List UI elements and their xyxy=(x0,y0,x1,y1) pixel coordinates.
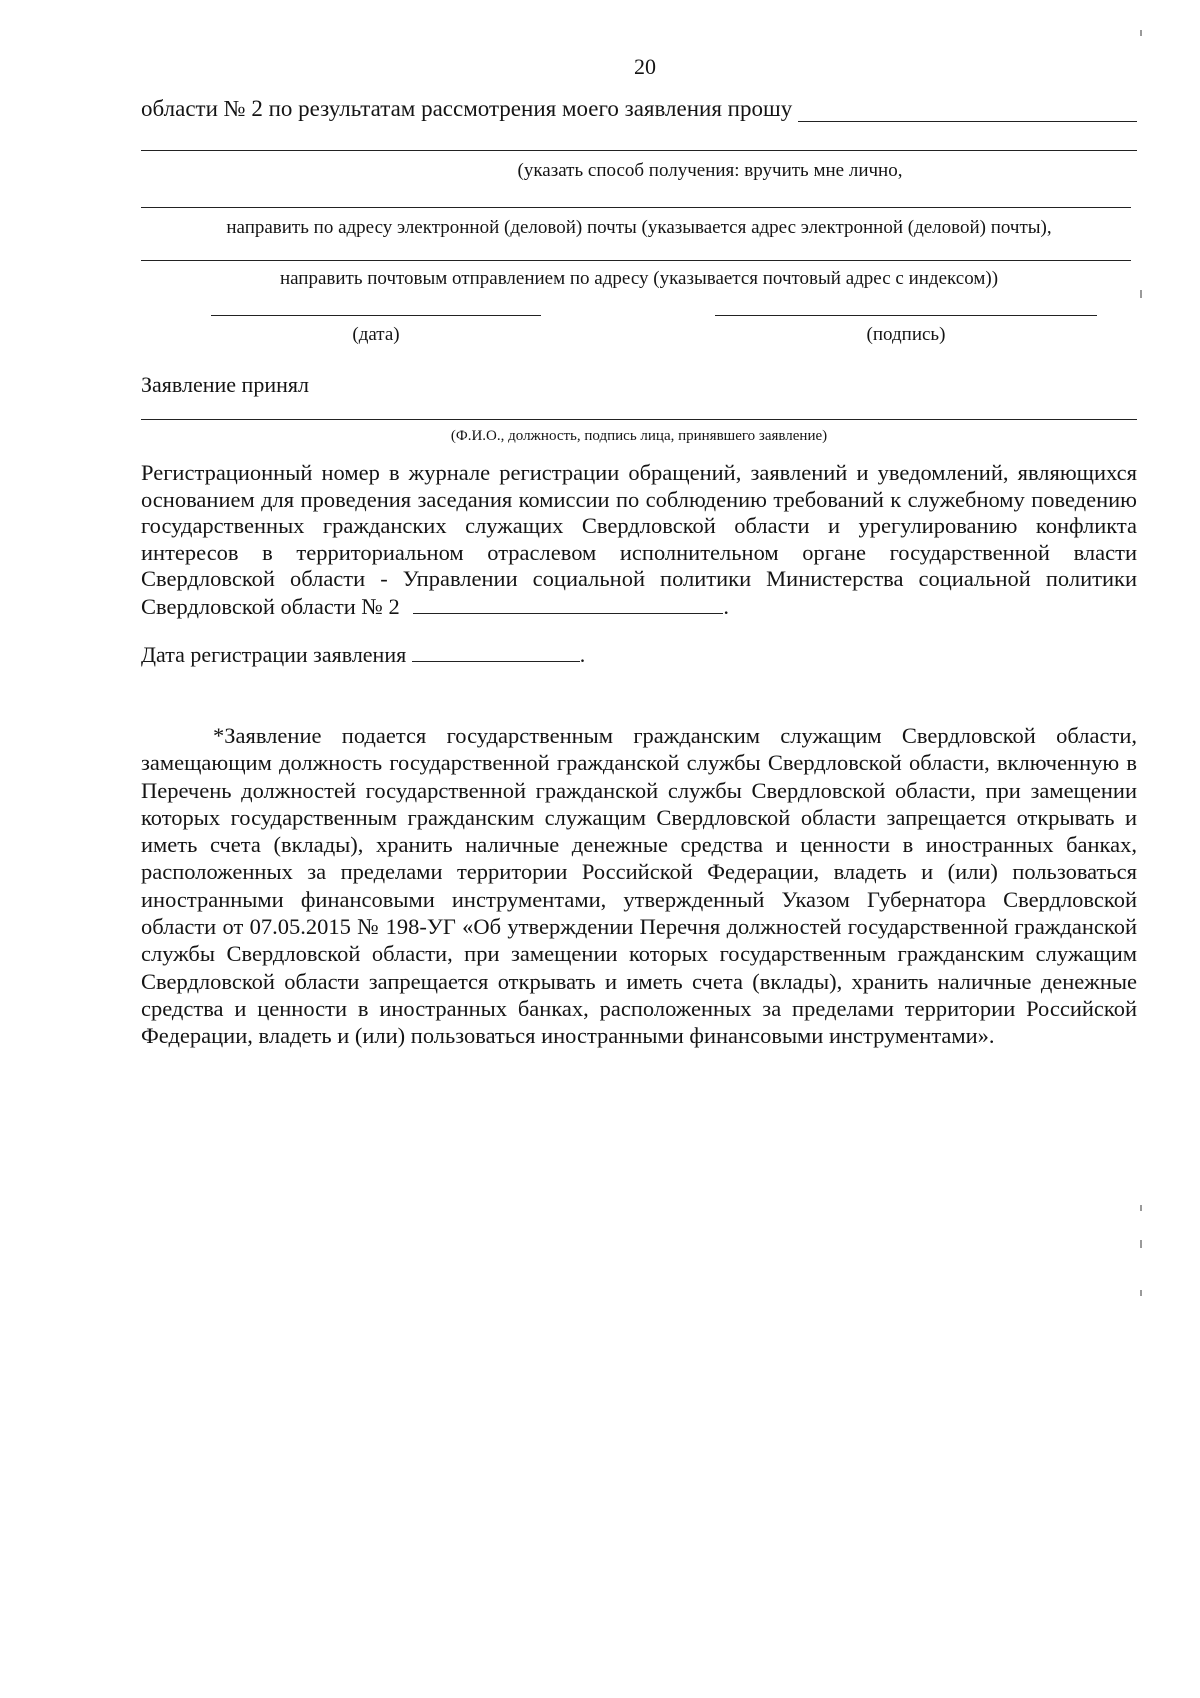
registration-number-blank xyxy=(413,593,723,614)
registration-date-blank xyxy=(412,641,580,662)
accepted-label: Заявление принял xyxy=(141,372,309,397)
signature-line xyxy=(715,315,1097,316)
delivery-method-line-2 xyxy=(141,207,1131,208)
delivery-caption-1: (указать способ получения: вручить мне лично, xyxy=(517,160,903,181)
scan-edge-mark xyxy=(1140,1240,1142,1248)
registration-paragraph: Регистрационный номер в журнале регистрации обращений, заявлений и уведомлений, являющихся основанием для проведения заседания комиссии по соблюдению требований к служебному поведению государственных гражданских служащих Свердловской области и урегулированию конфликта интересов в территориальном отраслевом исполнительном органе государственной власти Свердловской области - Управлении социальной политики Министерства социальной политики Свердловской области № 2 . xyxy=(141,460,1137,619)
delivery-method-line-3 xyxy=(141,260,1131,261)
delivery-method-line-1 xyxy=(141,150,1137,151)
registration-date-label: Дата регистрации заявления xyxy=(141,642,407,667)
date-caption: (дата) xyxy=(352,324,400,345)
request-blank xyxy=(798,99,1137,122)
scan-edge-mark xyxy=(1140,1205,1142,1211)
date-line xyxy=(211,315,541,316)
registration-text: Регистрационный номер в журнале регистрации обращений, заявлений и уведомлений, являющихся основанием для проведения заседания комиссии по соблюдению требований к служебному поведению государственных гражданских служащих Свердловской области и урегулированию конфликта интересов в территориальном отраслевом исполнительном органе государственной власти Свердловской области - Управлении социальной политики Министерства социальной политики Свердловской области № 2 xyxy=(141,460,1137,619)
accepted-caption: (Ф.И.О., должность, подпись лица, принявшего заявление) xyxy=(450,428,828,444)
intro-text: области № 2 по результатам рассмотрения моего заявления прошу xyxy=(141,96,793,121)
intro-line xyxy=(141,96,1137,122)
page-number: 20 xyxy=(634,54,656,79)
accepted-line xyxy=(141,419,1137,420)
registration-date-line: Дата регистрации заявления . xyxy=(141,642,586,667)
scan-edge-mark xyxy=(1140,1290,1142,1296)
delivery-caption-2: направить по адресу электронной (деловой) почты (указывается адрес электронной (деловой) почты), xyxy=(226,217,1052,238)
scan-edge-mark xyxy=(1140,30,1142,36)
signature-caption: (подпись) xyxy=(866,324,946,345)
footnote: *Заявление подается государственным гражданским служащим Свердловской области, замещающим должность государственной гражданской службы Свердловской области, включенную в Перечень должностей государственной гражданской службы Свердловской области, при замещении которых государственным гражданским служащим Свердловской области запрещается открывать и иметь счета (вклады), хранить наличные денежные средства и ценности в иностранных банках, расположенных за пределами территории Российской Федерации, владеть и (или) пользоваться иностранными финансовыми инструментами, утвержденный Указом Губернатора Свердловской области от 07.05.2015 № 198-УГ «Об утверждении Перечня должностей государственной гражданской службы Свердловской области, при замещении которых государственным гражданским служащим Свердловской области запрещается открывать и иметь счета (вклады), хранить наличные денежные средства и ценности в иностранных банках, расположенных за пределами территории Российской Федерации, владеть и (или) пользоваться иностранными финансовыми инструментами». xyxy=(141,723,1137,1049)
scan-edge-mark xyxy=(1140,290,1142,298)
delivery-caption-3: направить почтовым отправлением по адресу (указывается почтовый адрес с индексом)) xyxy=(279,268,999,289)
